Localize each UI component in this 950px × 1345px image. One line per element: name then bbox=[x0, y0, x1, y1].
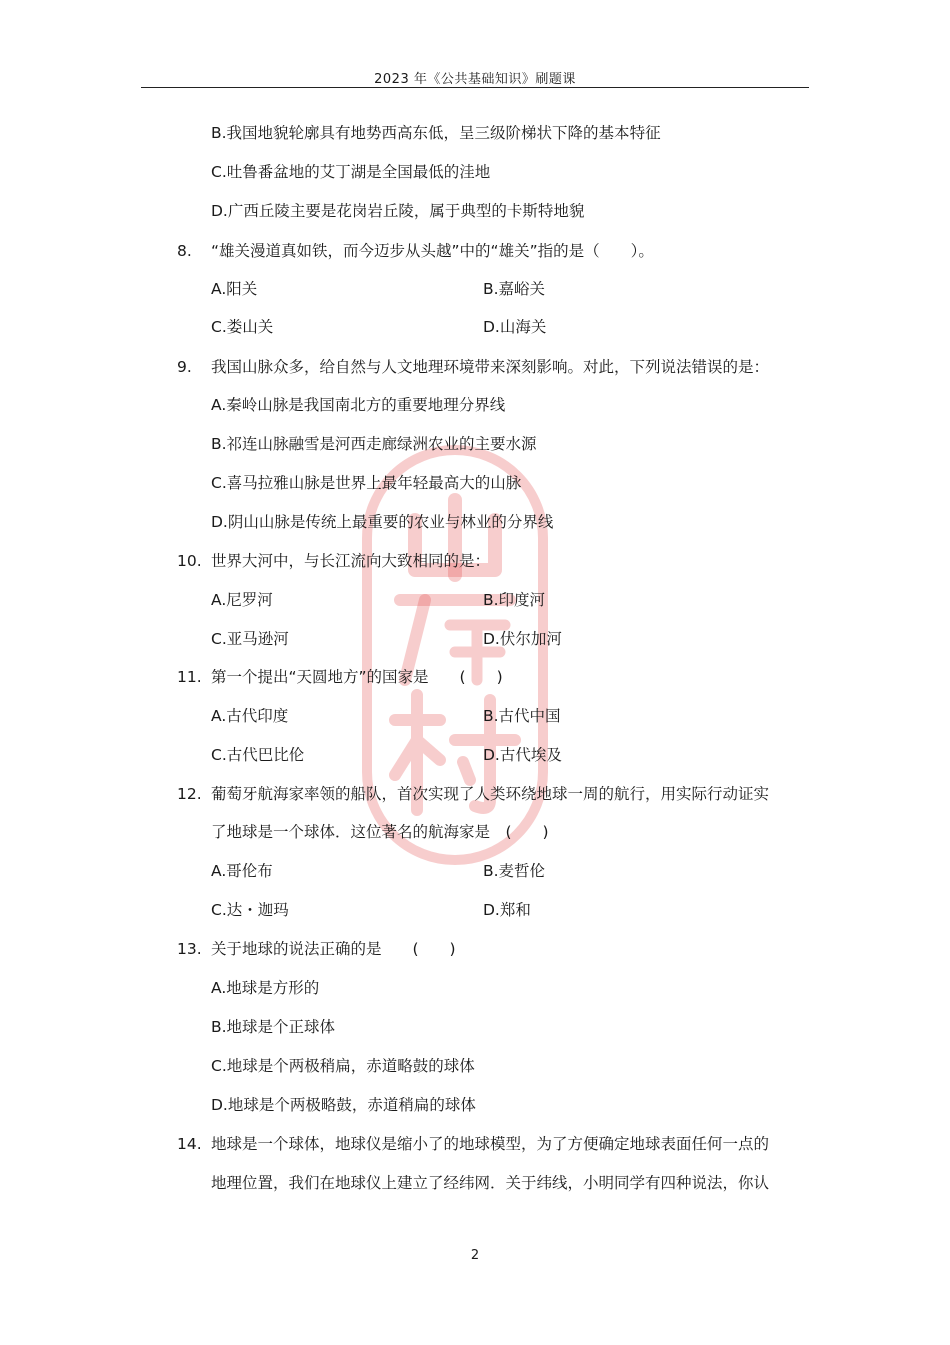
option-d: D.山海关 bbox=[483, 318, 547, 336]
question-stem: “雄关漫道真如铁，而今迈步从头越”中的“雄关”指的是（ ）。 bbox=[211, 242, 654, 260]
question-10 bbox=[0, 548, 950, 574]
question-9-option-c: C.喜马拉雅山脉是世界上最年轻最高大的山脉 bbox=[211, 474, 522, 492]
option-a: A.尼罗河 bbox=[211, 591, 273, 609]
question-13-option-c: C.地球是个两极稍扁，赤道略鼓的球体 bbox=[211, 1057, 475, 1075]
question-11-options-ab bbox=[0, 703, 950, 729]
question-stem-line2: 地理位置，我们在地球仪上建立了经纬网．关于纬线，小明同学有四种说法，你认 bbox=[211, 1174, 770, 1192]
question-stem-line2: 了地球是一个球体．这位著名的航海家是 ( ) bbox=[211, 823, 549, 841]
option-d: D.古代埃及 bbox=[483, 746, 562, 764]
question-number: 13. bbox=[177, 940, 202, 958]
question-13-option-a: A.地球是方形的 bbox=[211, 979, 320, 997]
question-13 bbox=[0, 936, 950, 962]
option-c: C.古代巴比伦 bbox=[211, 746, 305, 764]
question-12-line2 bbox=[0, 819, 950, 845]
question-number: 11. bbox=[177, 668, 202, 686]
question-10-options-cd bbox=[0, 626, 950, 652]
prev-option-b: B.我国地貌轮廓具有地势西高东低，呈三级阶梯状下降的基本特征 bbox=[211, 124, 661, 142]
option-a: A.哥伦布 bbox=[211, 862, 273, 880]
question-12-options-cd bbox=[0, 897, 950, 923]
question-13-option-b: B.地球是个正球体 bbox=[211, 1018, 336, 1036]
option-c: C.达・迦玛 bbox=[211, 901, 289, 919]
option-d: D.郑和 bbox=[483, 901, 531, 919]
option-b: B.古代中国 bbox=[483, 707, 561, 725]
option-b: B.嘉峪关 bbox=[483, 280, 546, 298]
option-d: D.伏尔加河 bbox=[483, 630, 562, 648]
question-11 bbox=[0, 664, 950, 690]
question-12 bbox=[0, 781, 950, 807]
question-14 bbox=[0, 1131, 950, 1157]
option-a: A.古代印度 bbox=[211, 707, 289, 725]
option-c: C.娄山关 bbox=[211, 318, 274, 336]
question-8 bbox=[0, 238, 950, 264]
question-8-options-ab bbox=[0, 276, 950, 302]
question-13-option-d: D.地球是个两极略鼓，赤道稍扁的球体 bbox=[211, 1096, 476, 1114]
question-9-option-d: D.阴山山脉是传统上最重要的农业与林业的分界线 bbox=[211, 513, 554, 531]
header-divider bbox=[141, 87, 809, 88]
question-9-option-b: B.祁连山脉融雪是河西走廊绿洲农业的主要水源 bbox=[211, 435, 537, 453]
question-stem: 我国山脉众多，给自然与人文地理环境带来深刻影响。对此，下列说法错误的是： bbox=[211, 358, 770, 376]
option-b: B.麦哲伦 bbox=[483, 862, 546, 880]
question-number: 9. bbox=[177, 358, 192, 376]
question-number: 12. bbox=[177, 785, 202, 803]
question-12-options-ab bbox=[0, 858, 950, 884]
page-number: 2 bbox=[470, 1248, 480, 1263]
question-stem-line1: 地球是一个球体，地球仪是缩小了的地球模型，为了方便确定地球表面任何一点的 bbox=[211, 1135, 770, 1153]
option-b: B.印度河 bbox=[483, 591, 546, 609]
prev-option-c: C.吐鲁番盆地的艾丁湖是全国最低的洼地 bbox=[211, 163, 491, 181]
question-stem: 关于地球的说法正确的是 ( ) bbox=[211, 940, 456, 958]
question-8-options-cd bbox=[0, 314, 950, 340]
question-10-options-ab bbox=[0, 587, 950, 613]
question-9 bbox=[0, 354, 950, 380]
question-stem: 第一个提出“天圆地方”的国家是 ( ) bbox=[211, 668, 503, 686]
option-c: C.亚马逊河 bbox=[211, 630, 289, 648]
question-stem: 世界大河中，与长江流向大致相同的是： bbox=[211, 552, 491, 570]
question-14-line2 bbox=[0, 1170, 950, 1196]
option-a: A.阳关 bbox=[211, 280, 258, 298]
question-9-option-a: A.秦岭山脉是我国南北方的重要地理分界线 bbox=[211, 396, 506, 414]
question-stem-line1: 葡萄牙航海家率领的船队，首次实现了人类环绕地球一周的航行，用实际行动证实 bbox=[211, 785, 770, 803]
page-header-title: 2023 年《公共基础知识》刷题课 bbox=[374, 72, 576, 87]
question-number: 8. bbox=[177, 242, 192, 260]
question-number: 14. bbox=[177, 1135, 202, 1153]
question-11-options-cd bbox=[0, 742, 950, 768]
question-number: 10. bbox=[177, 552, 202, 570]
prev-option-d: D.广西丘陵主要是花岗岩丘陵，属于典型的卡斯特地貌 bbox=[211, 202, 585, 220]
